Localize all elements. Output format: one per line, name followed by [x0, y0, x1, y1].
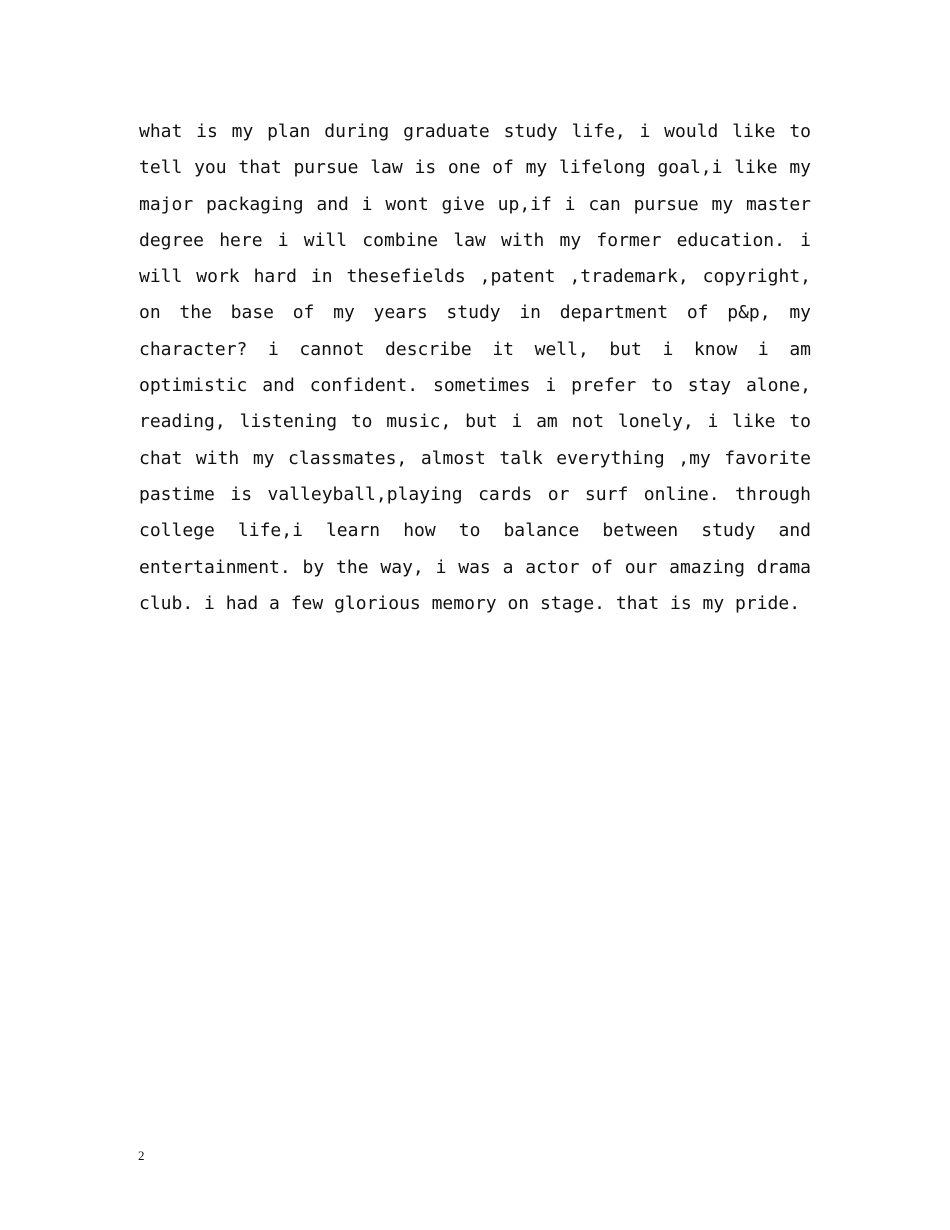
paragraph-line-6: on the base of my years study in department of p&p, my [139, 302, 811, 324]
paragraph-line-10: chat with my classmates, almost talk everything ,my favorite [139, 447, 811, 469]
paragraph-line-5: will work hard in thesefields ,patent ,trademark, copyright, [139, 266, 811, 288]
body-paragraph [139, 114, 811, 622]
paragraph-line-8: optimistic and confident. sometimes i prefer to stay alone, [139, 375, 811, 397]
paragraph-line-9: reading, listening to music, but i am not lonely, i like to [139, 411, 811, 433]
paragraph-line-14: club. i had a few glorious memory on stage. that is my pride. [139, 592, 801, 614]
paragraph-line-2: tell you that pursue law is one of my lifelong goal,i like my [139, 157, 811, 179]
paragraph-line-4: degree here i will combine law with my former education. i [139, 229, 811, 251]
paragraph-line-3: major packaging and i wont give up,if i can pursue my master [139, 193, 811, 215]
paragraph-line-12: college life,i learn how to balance between study and [139, 520, 811, 542]
paragraph-line-11: pastime is valleyball,playing cards or surf online. through [139, 483, 811, 505]
paragraph-line-7: character? i cannot describe it well, but i know i am [139, 338, 811, 360]
paragraph-line-13: entertainment. by the way, i was a actor of our amazing drama [139, 556, 811, 578]
paragraph-line-1: what is my plan during graduate study life, i would like to [139, 121, 811, 142]
page-number: 2 [138, 1148, 145, 1163]
